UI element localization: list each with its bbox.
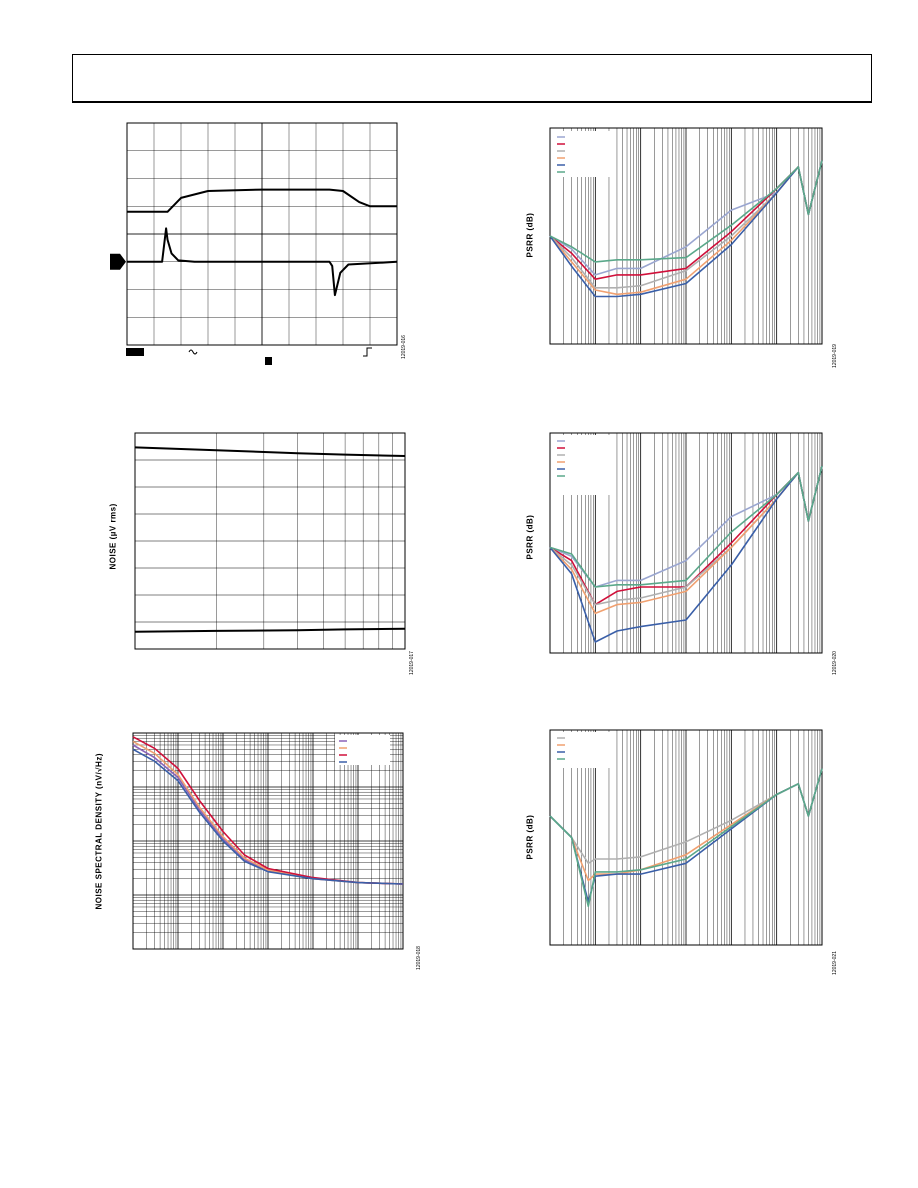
legend-box xyxy=(553,131,613,177)
y-axis-label: PSRR (dB) xyxy=(525,814,535,860)
figure-id: 12019-021 xyxy=(831,951,838,975)
y-axis-label: NOISE SPECTRAL DENSITY (nV/√Hz) xyxy=(94,753,104,910)
figure-id: 12019-018 xyxy=(415,946,422,970)
figure-noise-spectral-density xyxy=(85,725,430,985)
figure-id: 12019-019 xyxy=(831,344,838,368)
scope-plot xyxy=(110,118,420,378)
figure-id: 12019-020 xyxy=(831,651,838,675)
trigger-marker-icon xyxy=(265,357,272,365)
nsd-plot xyxy=(85,725,430,985)
y-axis-label: PSRR (dB) xyxy=(525,514,535,560)
psrr-plot xyxy=(515,725,855,985)
y-axis-label: NOISE (µV rms) xyxy=(108,503,118,570)
step-icon xyxy=(363,348,372,356)
psrr-plot xyxy=(515,425,855,685)
figure-psrr-3 xyxy=(515,725,855,985)
figure-id: 12019-016 xyxy=(400,335,407,359)
page-header-box xyxy=(72,54,872,103)
figure-psrr-2 xyxy=(515,425,855,685)
figure-noise xyxy=(95,425,425,685)
channel-box xyxy=(126,348,144,356)
psrr-plot xyxy=(515,118,855,378)
noise-plot xyxy=(95,425,425,685)
figure-id: 12019-017 xyxy=(408,651,415,675)
trace-marker-icon xyxy=(110,254,126,270)
legend-box xyxy=(335,735,390,765)
legend-box xyxy=(553,435,613,495)
sine-icon xyxy=(189,350,197,354)
y-axis-label: PSRR (dB) xyxy=(525,212,535,258)
figure-psrr-1 xyxy=(515,118,855,378)
figure-scope-capture xyxy=(110,118,420,378)
